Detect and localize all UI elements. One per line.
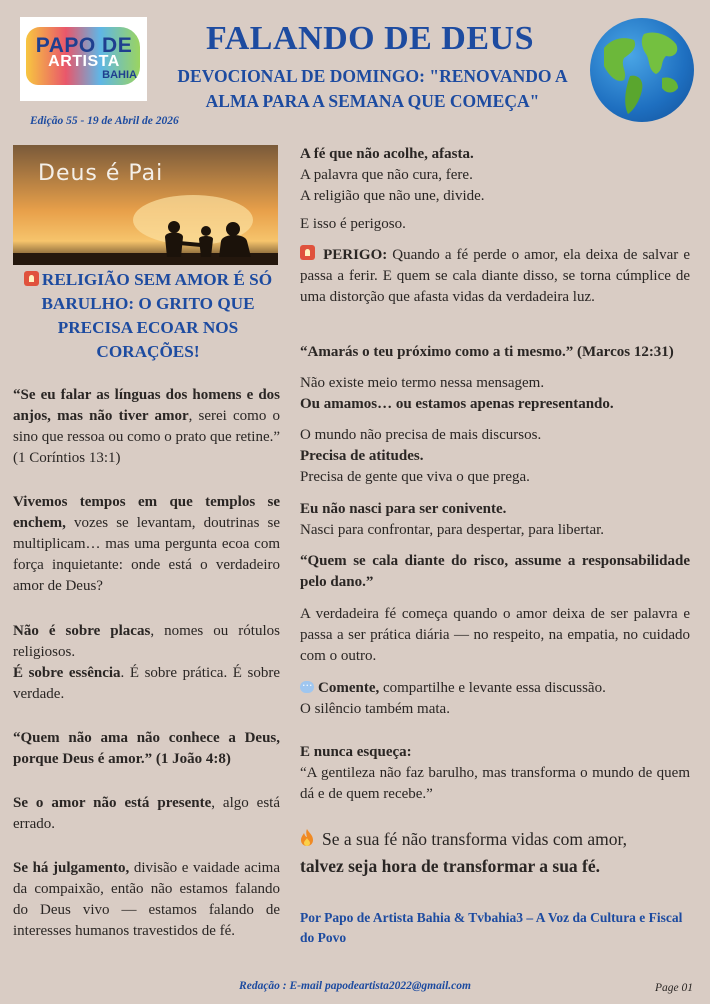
right-block-6-line-3: Precisa de gente que viva o que prega.: [300, 469, 530, 485]
paragraph-1: [13, 385, 280, 469]
globe-icon: [590, 18, 694, 122]
family-silhouette-photo: [13, 145, 278, 265]
paragraph-2-bold: Vivemos tempos em que templos se enchem,: [13, 494, 280, 531]
right-block-11-line-2: “A gentileza não faz barulho, mas transforma o mundo de quem dá e de quem recebe.”: [300, 765, 690, 802]
quote-marcos: “Amarás o teu próximo como a ti mesmo.” (Marcos 12:31): [300, 344, 674, 360]
author-credit: Por Papo de Artista Bahia & Tvbahia3 – A Voz da Cultura e Fiscal do Povo: [300, 910, 683, 945]
right-block-3-text: Quando a fé perde o amor, ela deixa de salvar e passa a ferir. E quem se cala diante disso, se torna cúmplice de uma distorção que afasta vidas da verdadeira luz.: [300, 247, 690, 305]
page-title: FALANDO DE DEUS: [205, 20, 534, 57]
paragraph-3b-bold: É sobre essência: [13, 665, 121, 681]
right-block-6-line-1: O mundo não precisa de mais discursos.: [300, 427, 542, 443]
fire-icon: [300, 828, 314, 846]
paragraph-3a-text: , nomes ou rótulos religiosos.: [13, 623, 280, 660]
paragraph-6-bold: Se há julgamento,: [13, 860, 130, 876]
right-block-1: [300, 144, 690, 207]
quote-1-joao: “Quem não ama não conhece a Deus, porque Deus é amor.” (1 João 4:8): [13, 730, 280, 767]
right-block-10: [300, 678, 690, 720]
closing-statement: [300, 826, 690, 880]
right-block-6-bold: Precisa de atitudes.: [300, 448, 424, 464]
right-block-7: [300, 499, 690, 541]
right-block-3: [300, 245, 690, 308]
edition-date: Edição 55 - 19 de Abril de 2026: [30, 115, 179, 127]
right-block-5-bold: Ou amamos… ou estamos apenas representando.: [300, 396, 614, 412]
paragraph-5-bold: Se o amor não está presente: [13, 795, 212, 811]
right-block-10-bold: Comente,: [318, 680, 380, 696]
paragraph-3b-text: . É sobre prática. É sobre verdade.: [13, 665, 280, 702]
right-block-10-line-2: O silêncio também mata.: [300, 701, 450, 717]
right-block-5-line-1: Não existe meio termo nessa mensagem.: [300, 375, 545, 391]
right-block-6: [300, 425, 690, 488]
paragraph-3a-bold: Não é sobre placas: [13, 623, 151, 639]
paragraph-5-text: , algo está errado.: [13, 795, 280, 832]
papo-de-artista-logo: [20, 17, 147, 101]
page-subtitle: DEVOCIONAL DE DOMINGO: "RENOVANDO A ALMA PARA A SEMANA QUE COMEÇA": [177, 66, 568, 111]
logo-line-1: PAPO DE: [35, 34, 133, 57]
right-block-1-bold: A fé que não acolhe, afasta.: [300, 146, 474, 162]
right-block-1-line-3: A religião que não une, divide.: [300, 188, 485, 204]
paragraph-6: [13, 858, 280, 942]
right-block-5: [300, 373, 690, 415]
paragraph-2-text: vozes se levantam, doutrinas se multiplicam… mas uma pergunta ecoa com força inquietante: onde está o verdadeiro amor de Deus?: [13, 515, 280, 594]
paragraph-5: [13, 793, 280, 835]
paragraph-3: [13, 621, 280, 705]
quote-risco: “Quem se cala diante do risco, assume a responsabilidade pelo dano.”: [300, 553, 690, 590]
section-heading-text: RELIGIÃO SEM AMOR É SÓ BARULHO: O GRITO QUE PRECISA ECOAR NOS CORAÇÕES!: [41, 270, 273, 361]
chat-icon: [300, 681, 314, 693]
right-block-7-line-2: Nasci para confrontar, para despertar, para libertar.: [300, 522, 605, 538]
section-heading: [18, 268, 278, 364]
paragraph-2: [13, 492, 280, 597]
page-number: Page 01: [655, 982, 694, 994]
photo-caption: Deus é Pai: [38, 161, 164, 186]
right-block-9: A verdadeira fé começa quando o amor deixa de ser palavra e passa a ser prática diária — no respeito, na empatia, no cuidado com o outro.: [300, 606, 690, 664]
right-block-1-line-2: A palavra que não cura, fere.: [300, 167, 473, 183]
right-block-11: [300, 742, 690, 805]
paragraph-6-text: divisão e vaidade acima da compaixão, então não estamos falando do Deus vivo — estamos falando de interesses humanos travestidos de fé.: [13, 860, 280, 939]
paragraph-1-bold: “Se eu falar as línguas dos homens e dos anjos, mas não tiver amor: [13, 387, 280, 424]
right-block-3-bold: PERIGO:: [323, 247, 388, 263]
closing-statement-bold: talvez seja hora de transformar a sua fé.: [300, 856, 601, 876]
siren-icon: [24, 271, 39, 286]
logo-line-3: BAHIA: [102, 69, 137, 81]
closing-statement-text: Se a sua fé não transforma vidas com amor,: [322, 829, 627, 849]
right-block-2: E isso é perigoso.: [300, 216, 406, 232]
right-block-11-bold: E nunca esqueça:: [300, 744, 412, 760]
logo-line-2: ARTISTA: [48, 53, 120, 70]
right-block-7-bold: Eu não nasci para ser conivente.: [300, 501, 507, 517]
right-block-10-text: compartilhe e levante essa discussão.: [379, 680, 606, 696]
footer-email: Redação : E-mail papodeartista2022@gmail.com: [239, 980, 471, 992]
paragraph-1-text: , serei como o sino que ressoa ou como o prato que retine.” (1 Coríntios 13:1): [13, 408, 281, 466]
siren-icon: [300, 245, 315, 260]
